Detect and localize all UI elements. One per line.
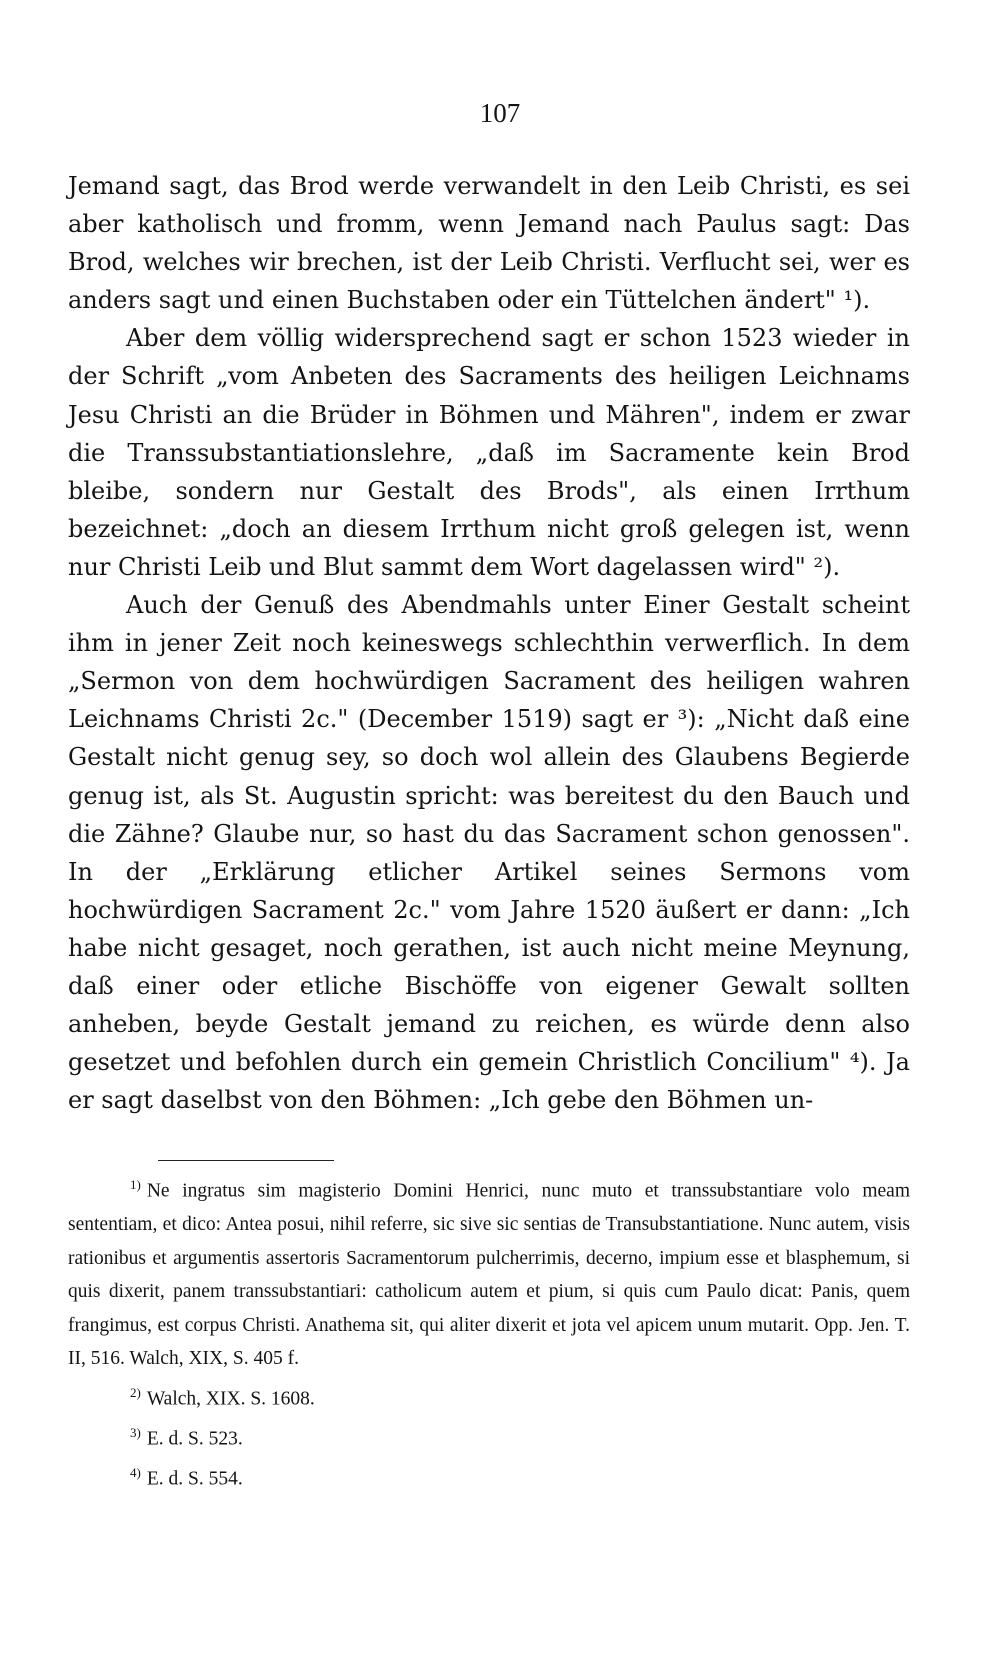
body-text: [68, 167, 910, 1119]
footnote: [68, 1376, 910, 1416]
footnote-marker: 1): [130, 1177, 141, 1192]
paragraph: Auch der Genuß des Abendmahls unter Einer Gestalt scheint ihm in jener Zeit noch keineswegs schlechthin verwerflich. In dem „Sermon von dem hochwürdigen Sacrament des heiligen wahren Leichnams Christi 2c." (December 1519) sagt er ³): „Nicht daß eine Gestalt nicht genug sey, so doch wol allein des Glaubens Begierde genug ist, als St. Augustin spricht: was bereitest du den Bauch und die Zähne? Glaube nur, so hast du das Sacrament schon genossen". In der „Erklärung etlicher Artikel seines Sermons vom hochwürdigen Sacrament 2c." vom Jahre 1520 äußert er dann: „Ich habe nicht gesaget, noch gerathen, ist auch nicht meine Meynung, daß einer oder etliche Bischöffe von eigener Gewalt sollten anheben, beyde Gestalt jemand zu reichen, es würde denn also gesetzet und befohlen durch ein gemein Christlich Concilium" ⁴). Ja er sagt daselbst von den Böhmen: „Ich gebe den Böhmen un-: [68, 591, 910, 1115]
paragraph: Aber dem völlig widersprechend sagt er schon 1523 wieder in der Schrift „vom Anbeten des Sacraments des heiligen Leichnams Jesu Christi an die Brüder in Böhmen und Mähren", indem er zwar die Transsubstantiationslehre, „daß im Sacramente kein Brod bleibe, sondern nur Gestalt des Brods", als einen Irrthum bezeichnet: „doch an diesem Irrthum nicht groß gelegen ist, wenn nur Christi Leib und Blut sammt dem Wort dagelassen wird" ²).: [68, 324, 910, 581]
footnote-marker: 4): [130, 1465, 141, 1481]
footnote: [68, 1456, 910, 1496]
footnote-marker: 3): [130, 1425, 141, 1441]
footnote-marker: 2): [130, 1385, 141, 1401]
paragraph: Jemand sagt, das Brod werde verwandelt in den Leib Christi, es sei aber katholisch und fromm, wenn Jemand nach Paulus sagt: Das Brod, welches wir brechen, ist der Leib Christi. Verflucht sei, wer es anders sagt und einen Buchstaben oder ein Tüttelchen ändert" ¹).: [68, 172, 910, 315]
footnote-text: E. d. S. 554.: [146, 1468, 243, 1490]
page-number: 107: [479, 98, 521, 128]
footnote-separator: [158, 1160, 334, 1161]
footnote-text: E. d. S. 523.: [146, 1428, 243, 1450]
footnote: [68, 1168, 910, 1376]
footnote-text: Walch, XIX. S. 1608.: [146, 1388, 315, 1410]
footnote: [68, 1416, 910, 1456]
footnote-text: Ne ingratus sim magisterio Domini Henrici, nunc muto et transsubstantiare volo meam sententiam, et dico: Antea posui, nihil referre, sic sive sic sentias de Transubstantiatione. Nunc autem, visis rationibus et argumentis assertoris Sacramentorum pulcherrimis, decerno, impium esse et blasphemum, si quis dixerit, panem transsubstantiari: catholicum autem et pium, si quis cum Paulo dicat: Panis, quem frangimus, est corpus Christi. Anathema sit, qui aliter dixerit et jota vel apicem unum mutarit. Opp. Jen. T. II, 516. Walch, XIX, S. 405 f.: [68, 1180, 910, 1370]
footnotes: [68, 1168, 910, 1496]
